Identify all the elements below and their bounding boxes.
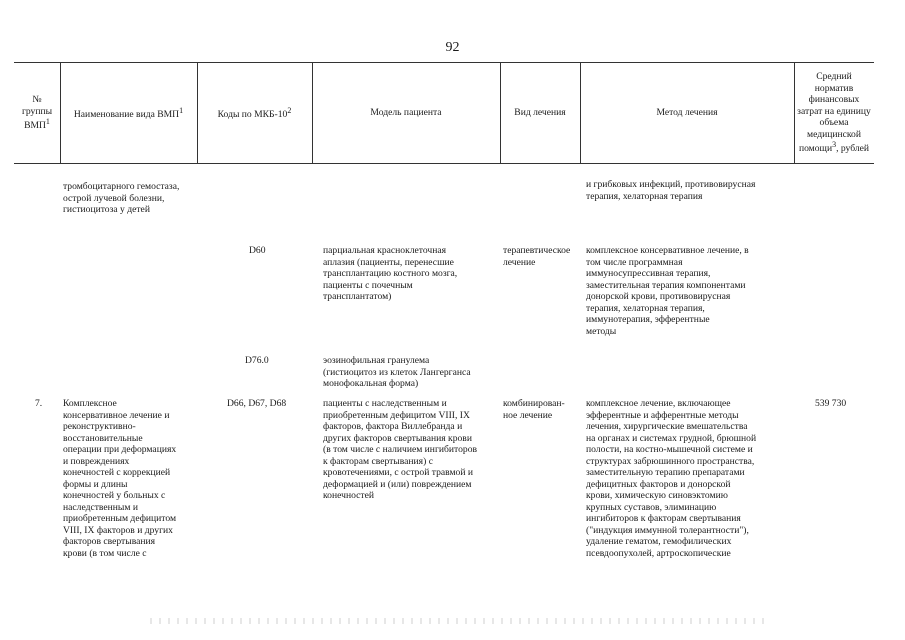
continued-vmp-name: тромбоцитарного гемостаза, острой лучевой болезни, гистиоцитоза у детей	[63, 181, 180, 215]
header-vmp-name: Наименование вида ВМП$^1$	[73, 105, 184, 120]
page-number: 92	[445, 40, 460, 55]
treatment-type-7: комбинирован- ное лечение	[503, 398, 565, 421]
treatment-method-7: комплексное лечение, включающее эфферентные и афферентные методы лечения, хирургические вмешательства на органах и системах грудной, брюшной полости, на костно-мышечной системе и структурах забрюшинного пространства, заместительную терапию препаратами дефицитных факторов и донорской крови, химическую синовэктомию крупных суставов, элиминацию ингибиторов к факторам свертывания ("индукция иммунной толерантности"), удаление гематом, гемофилических псевдоопухолей, артроскопические	[586, 398, 757, 559]
patient-model-d76: эозинофильная гранулема (гистиоцитоз из клеток Лангерганса монофокальная форма)	[323, 355, 471, 389]
treatment-method-d60: комплексное консервативное лечение, в том числе программная иммуносупрессивная терапия, заместительная терапия компонентами донорской крови, противовирусная терапия, хелаторная терапия, иммунотерапия, эфферентные методы	[586, 245, 749, 337]
patient-model-d60: парциальная красноклеточная аплазия (пациенты, перенесшие трансплантацию костного мозга, пациенты с почечным трансплантатом)	[323, 245, 458, 302]
continued-treatment-method: и грибковых инфекций, противовирусная терапия, хелаторная терапия	[586, 179, 756, 202]
treatment-type-d60: терапевтическое лечение	[503, 245, 571, 268]
header-treatment-type: Вид лечения	[514, 107, 566, 119]
vmp-name-7: Комплексное консервативное лечение и реконструктивно- восстановительные операции при деформациях и повреждениях конечностей с коррекцией формы и длины конечностей у больных с наследственным и приобретенным дефицитом VIII, IX факторов и других факторов свертывания крови (в том числе с	[63, 398, 177, 559]
header-patient-model: Модель пациента	[370, 107, 442, 119]
header-treatment-method: Метод лечения	[656, 107, 718, 119]
patient-model-7: пациенты с наследственным и приобретенным дефицитом VIII, IX факторов, фактора Виллебранда и других факторов свертывания крови (в том числе с наличием ингибиторов к факторам свертывания) с кровотечениями, с острой травмой и деформацией и (или) повреждением конечностей	[323, 398, 478, 501]
icd-code-d76: D76.0	[245, 355, 269, 366]
header-group-number: № группы ВМП$^1$	[21, 94, 53, 132]
table-header	[14, 62, 874, 164]
header-average-cost: Средний норматив финансовых затрат на единицу объема медицинской помощи$^3$, рублей	[797, 71, 871, 155]
scan-noise	[150, 618, 770, 624]
average-cost-7: 539 730	[815, 398, 847, 409]
icd-code-d60: D60	[249, 245, 266, 256]
icd-codes-7: D66, D67, D68	[227, 398, 287, 409]
header-icd-codes: Коды по МКБ-$10^2$	[217, 105, 292, 120]
group-number-7: 7.	[35, 398, 43, 409]
